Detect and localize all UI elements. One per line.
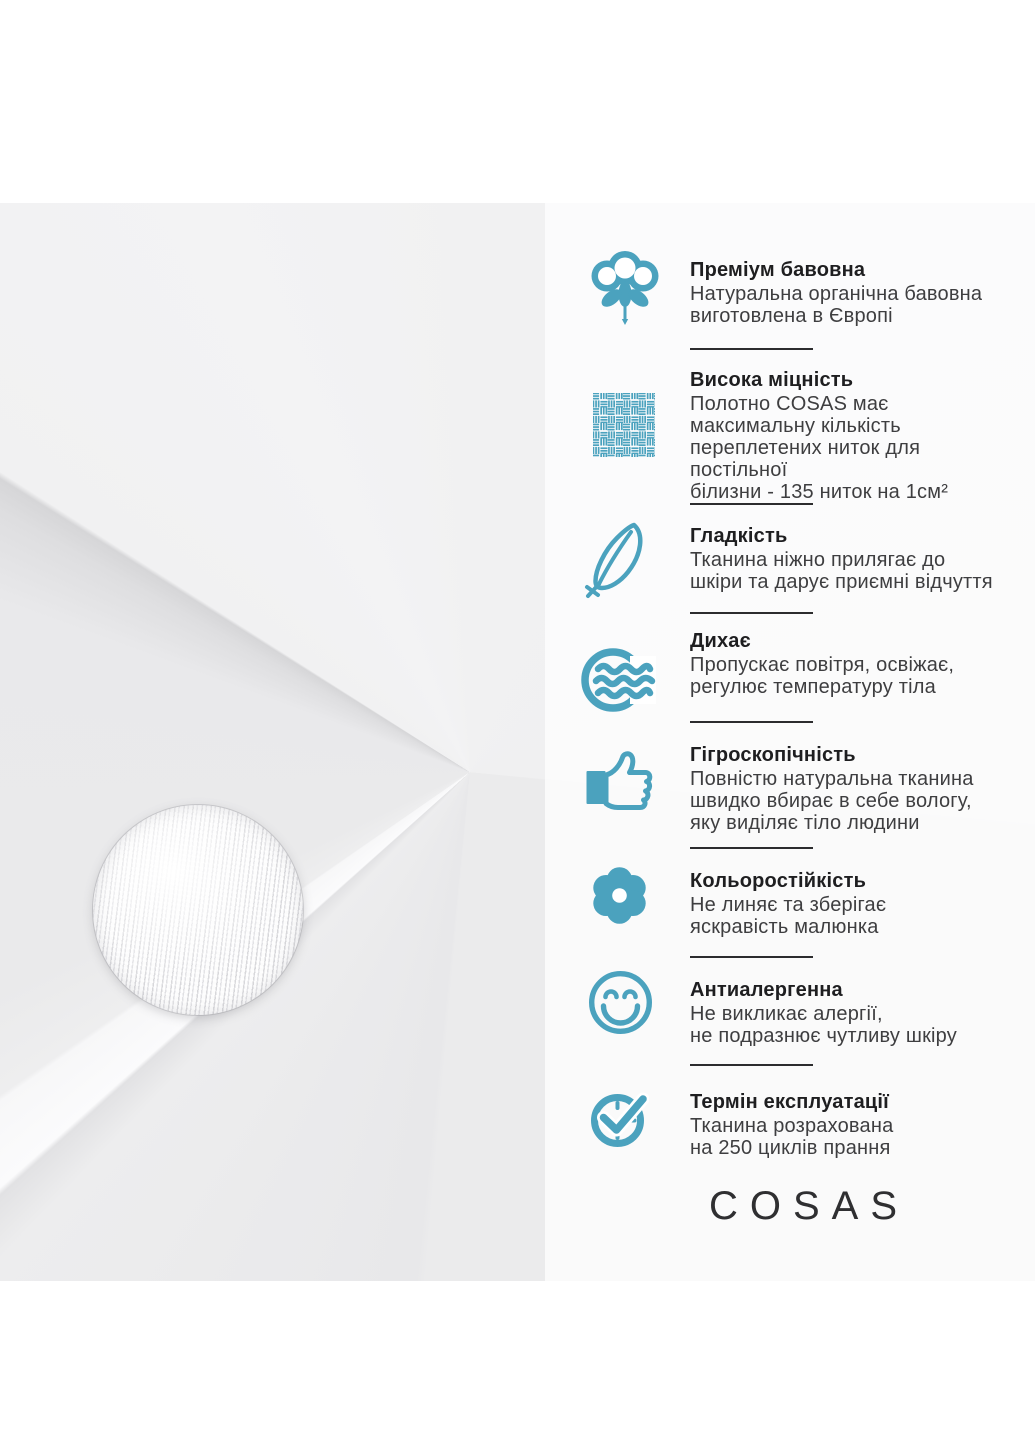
feature-title: Преміум бавовна [690,259,866,281]
feature-line: шкіри та дарує приємні відчуття [690,571,993,593]
feature-title: Гігроскопічність [690,744,856,766]
feature-body [690,549,1015,593]
feature-line: Полотно COSAS має [690,393,889,415]
feature-body [690,768,1015,834]
fabric-texture-swatch [93,805,303,1015]
section-divider [690,847,813,849]
feature-section-smoothness [580,524,1015,593]
brand-logo: COSAS [708,1184,910,1228]
cotton-icon [584,247,666,340]
airflow-icon [580,642,656,723]
feature-section-breathable [580,629,1015,698]
feature-body [690,1115,1015,1159]
smiley-icon [588,970,653,1040]
feature-line: Тканина ніжно прилягає до [690,549,946,571]
feature-line: Тканина розрахована [690,1115,894,1137]
feature-title: Антиалергенна [690,979,843,1001]
feature-line: білизни - 135 ниток на 1см² [690,481,949,503]
section-divider [690,956,813,958]
feature-body [690,1003,1015,1047]
feather-icon [584,520,648,605]
feature-body [690,654,1015,698]
clock-check-icon [591,1086,649,1154]
section-divider [690,348,813,350]
feature-line: Не викликає алергії, [690,1003,883,1025]
feature-title: Кольоростійкість [690,870,867,892]
feature-line: виготовлена в Європі [690,305,893,327]
feature-section-colorfast [580,869,1015,938]
feature-section-premium-cotton [580,258,1015,327]
feature-line: Повністю натуральна тканина [690,768,974,790]
feature-line: регулює температуру тіла [690,676,936,698]
feature-title: Термін експлуатації [690,1091,889,1113]
woven-fabric-icon [592,392,656,464]
feature-title: Висока міцність [690,369,854,391]
feature-line: яку виділяє тіло людини [690,812,920,834]
feature-line: Не линяє та зберігає [690,894,887,916]
feature-line: на 250 циклів прання [690,1137,891,1159]
feature-section-antiallergenic [580,978,1015,1047]
flower-icon [590,865,649,930]
feature-title: Дихає [690,630,751,652]
feature-body [690,894,1015,938]
feature-section-service-life [580,1090,1015,1159]
feature-line: Натуральна органічна бавовна [690,283,983,305]
feature-section-hygroscopic [580,743,1015,834]
section-divider [690,612,813,614]
feature-line: максимальну кількість [690,415,901,437]
section-divider [690,721,813,723]
feature-line: Пропускає повітря, освіжає, [690,654,955,676]
feature-body [690,283,1015,327]
feature-line: переплетених ниток для постільної [690,437,921,481]
feature-section-high-strength [580,368,1015,503]
section-divider [690,503,813,505]
feature-line: яскравість малюнка [690,916,879,938]
feature-line: швидко вбирає в себе вологу, [690,790,972,812]
thumb-up-icon [585,750,658,820]
feature-line: не подразнює чутливу шкіру [690,1025,957,1047]
feature-title: Гладкість [690,525,788,547]
feature-body [690,393,1015,503]
section-divider [690,1064,813,1066]
